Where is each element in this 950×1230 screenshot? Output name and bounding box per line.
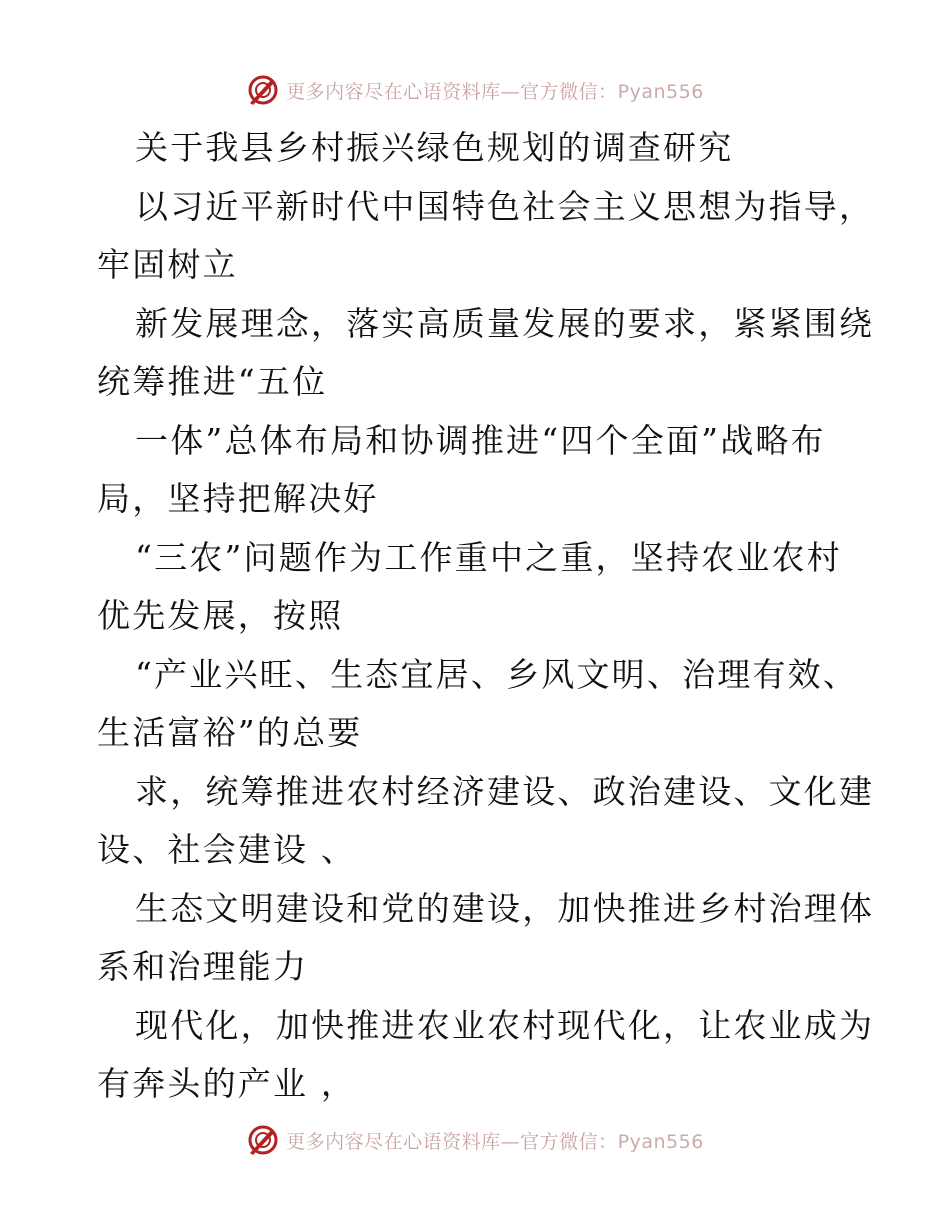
text-line: 生态文明建设和党的建设，加快推进乡村治理体 (135, 888, 875, 928)
document-body (97, 119, 875, 1114)
text-line: 新发展理念，落实高质量发展的要求，紧紧围绕 (135, 303, 875, 343)
watermark-wechat-id: Pyan556 (617, 1130, 704, 1153)
text-line: 系和治理能力 (97, 947, 309, 986)
text-line: 局，坚持把解决好 (97, 479, 379, 518)
footer-watermark (0, 1120, 950, 1160)
text-line: 一体”总体布局和协调推进“四个全面”战略布 (135, 420, 826, 460)
watermark-group (246, 73, 704, 107)
watermark-label: 更多内容尽在心语资料库—官方微信： (286, 80, 618, 103)
header-watermark (0, 70, 950, 110)
watermark-group (246, 1123, 704, 1157)
text-line: 优先发展，按照 (97, 596, 344, 635)
text-line: 求，统筹推进农村经济建设、政治建设、文化建 (135, 771, 875, 811)
pen-circle-logo-icon (246, 1123, 280, 1157)
watermark-text (286, 1127, 704, 1154)
text-line: 现代化，加快推进农业农村现代化，让农业成为 (135, 1005, 875, 1045)
text-line: “三农”问题作为工作重中之重，坚持农业农村 (135, 537, 842, 577)
text-line: 设、社会建设 、 (97, 830, 357, 869)
text-line: 牢固树立 (97, 245, 238, 284)
text-line: “产业兴旺、生态宜居、乡风文明、治理有效、 (135, 654, 859, 694)
text-line: 统筹推进“五位 (97, 362, 328, 401)
text-line: 以习近平新时代中国特色社会主义思想为指导， (135, 186, 875, 226)
document-title: 关于我县乡村振兴绿色规划的调查研究 (135, 128, 734, 167)
text-line: 有奔头的产业 ， (97, 1064, 357, 1103)
pen-circle-logo-icon (246, 73, 280, 107)
text-line: 生活富裕”的总要 (97, 713, 363, 752)
watermark-label: 更多内容尽在心语资料库—官方微信： (286, 1130, 618, 1153)
watermark-wechat-id: Pyan556 (617, 80, 704, 103)
watermark-text (286, 77, 704, 104)
